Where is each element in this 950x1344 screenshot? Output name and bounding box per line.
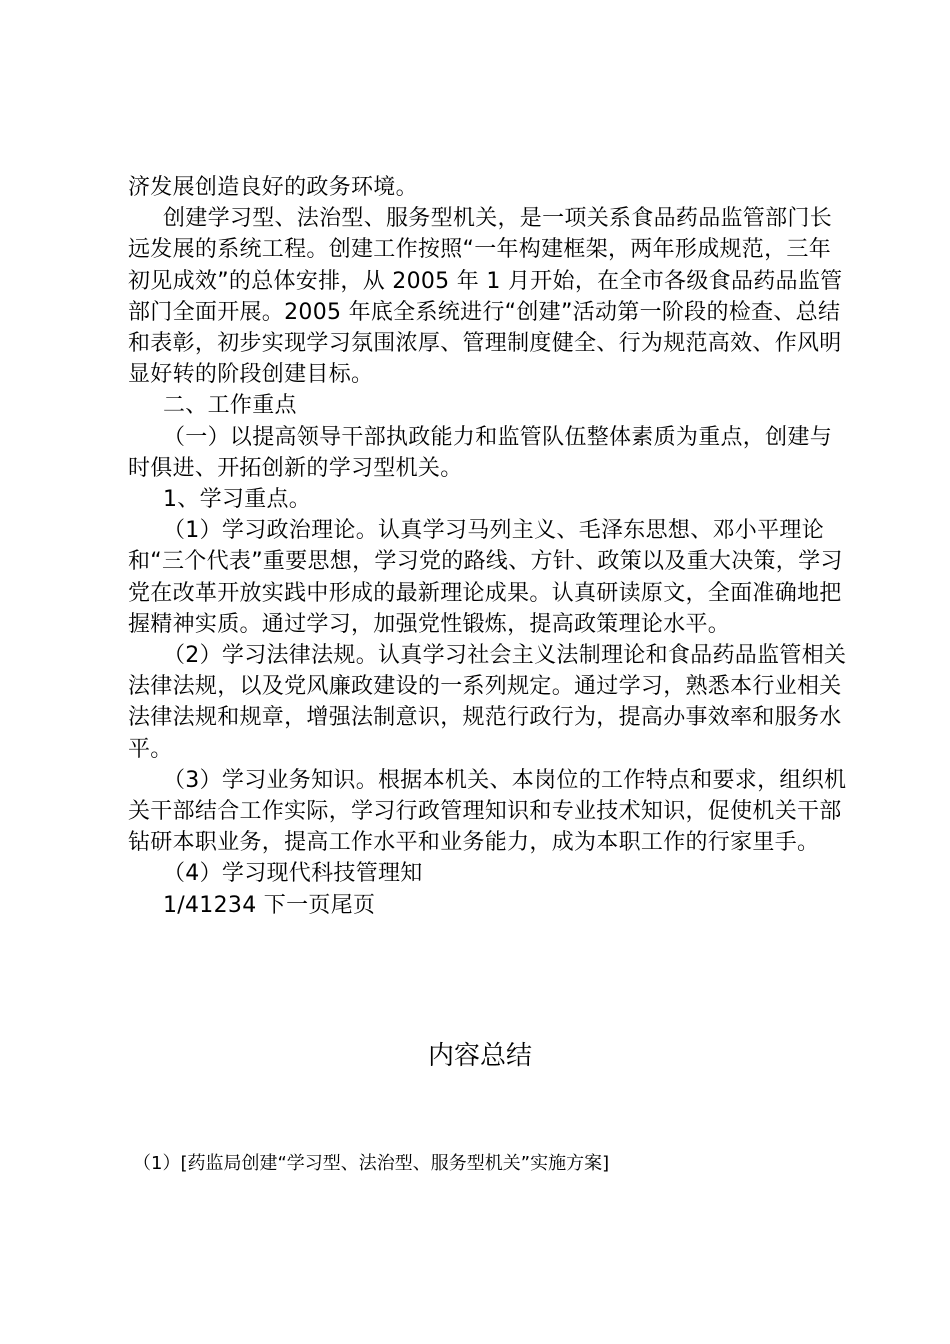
pagination-links[interactable]: 1/41234 下一页尾页 xyxy=(163,892,376,918)
paragraph-laws-regulations: （2）学习法律法规。认真学习社会主义法制理论和食品药品监管相关法律法规，以及党风廉政建设的一系列规定。通过学习，熟悉本行业相关法律法规和规章，增强法制意识，规范行政行为，提高办事效率和服务水平。 xyxy=(128,643,847,762)
paragraph-creation-overview: 创建学习型、法治型、服务型机关，是一项关系食品药品监管部门长远发展的系统工程。创建工作按照“一年构建框架，两年形成规范，三年初见成效”的总体安排，从 2005 年 1 月开始，在全市各级食品药品监管部门全面开展。2005 年底全系统进行“创建”活动第一阶段的检查、总结和表彰，初步实现学习氛围浓厚、管理制度健全、行为规范高效、作风明显好转的阶段创建目标。 xyxy=(128,206,843,388)
subheading-learning-focus: 1、学习重点。 xyxy=(163,487,312,513)
paragraph-business-knowledge: （3）学习业务知识。根据本机关、本岗位的工作特点和要求，组织机关干部结合工作实际，学习行政管理知识和专业技术知识，促使机关干部钻研本职业务，提高工作水平和业务能力，成为本职工作的行家里手。 xyxy=(128,767,847,856)
paragraph-modern-tech: （4）学习现代科技管理知 xyxy=(163,861,423,887)
summary-title: 内容总结 xyxy=(427,1041,532,1071)
paragraph-learning-organ: （一）以提高领导干部执政能力和监管队伍整体素质为重点，创建与时俱进、开拓创新的学习型机关。 xyxy=(128,424,833,481)
summary-item: （1）[药监局创建“学习型、法治型、服务型机关”实施方案] xyxy=(133,1153,610,1174)
section-heading-work-focus: 二、工作重点 xyxy=(163,393,297,419)
document-body xyxy=(128,172,848,921)
paragraph-intro-tail: 济发展创造良好的政务环境。 xyxy=(128,175,418,200)
paragraph-political-theory: （1）学习政治理论。认真学习马列主义、毛泽东思想、邓小平理论和“三个代表”重要思想，学习党的路线、方针、政策以及重大决策，学习党在改革开放实践中形成的最新理论成果。认真研读原文，全面准确地把握精神实质。通过学习，加强党性锻炼，提高政策理论水平。 xyxy=(128,518,843,637)
